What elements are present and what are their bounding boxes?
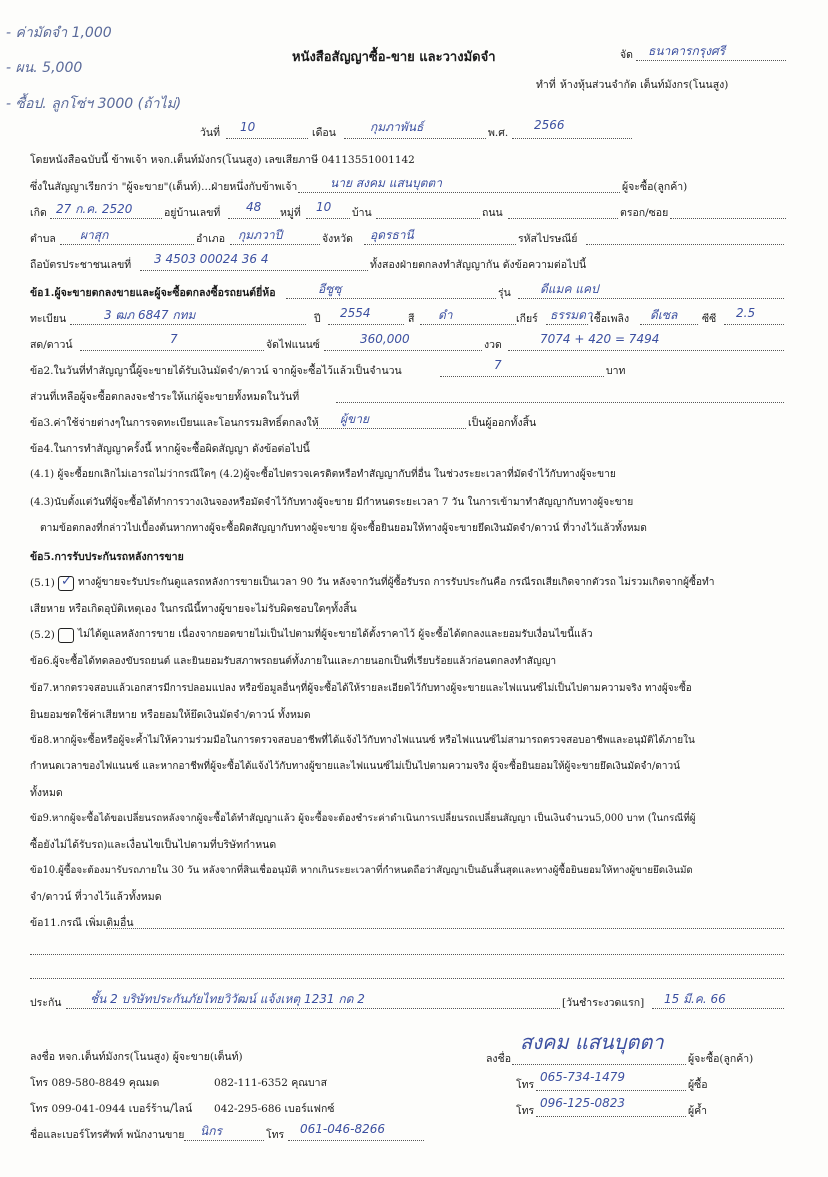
year-car-value: 2554 (340, 306, 371, 320)
clause3-end: เป็นผู้ออกทั้งสิ้น (468, 417, 537, 429)
first-payment-label: [วันชำระงวดแรก] (562, 997, 645, 1009)
clause5-2-label: (5.2) (30, 629, 55, 641)
clause4-3b: ตามข้อตกลงที่กล่าวไปเบื้องต้นหากทางผู้จะซื้อผิดสัญญากับทางผู้จะขาย ผู้จะซื้อยินยอมให้ทางผู้จะขายยึดเงินมัดจำ/ดาวน์ ที่วางไว้แล้วทั้งหมด (40, 523, 647, 534)
clause3-value: ผู้ขาย (340, 412, 370, 426)
clause5-1c: เสียหาย หรือเกิดอุบัติเหตุเอง ในกรณีนี้ทางผู้ขายจะไม่รับผิดชอบใดๆทั้งสิ้น (30, 603, 357, 615)
color-value: ดำ (438, 308, 453, 322)
installment-label: งวด (484, 339, 502, 351)
month-value: กุมภาพันธ์ (370, 120, 424, 134)
moo-label: หมู่ที่ (280, 207, 301, 219)
seller-signature: ลงชื่อ หจก.เต็นท์มังกร(โนนสูง) ผู้จะขาย(เต็นท์) (30, 1051, 243, 1063)
moo-value: 10 (316, 200, 332, 214)
clause8a: ข้อ8.หากผู้จะซื้อหรือผู้จะค้ำไม่ให้ความร่วมมือในการตรวจสอบอาชีพที่ได้แจ้งไว้กับทางไฟแนนซ์ หรือไฟแนนซ์ไม่สามารถตรวจสอบอาชีพและอนุมัติได้ภายใน (30, 735, 695, 746)
clause2: ข้อ2.ในวันที่ทำสัญญานี้ผู้จะขายได้รับเงินมัดจำ/ดาวน์ จากผู้จะซื้อไว้แล้วเป็นจำนวน (30, 365, 402, 377)
buyer-line-label: ซึ่งในสัญญาเรียกว่า "ผู้จะขาย"(เต็นท์)...ฝ่ายหนึ่งกับข้าพเจ้า (30, 181, 298, 193)
color-label: สี (408, 313, 415, 325)
day-value: 10 (240, 120, 256, 134)
down-label: สด/ดาวน์ (30, 339, 73, 351)
clause9a: ข้อ9.หากผู้จะซื้อได้ขอเปลี่ยนรถหลังจากผู้จะซื้อได้ทำสัญญาแล้ว ผู้จะซื้อจะต้องชำระค่าดำเนินการเปลี่ยนรถเปลี่ยนสัญญา เป็นเงินจำนวน5,000 บาท (ในกรณีที่ผู้ (30, 813, 696, 824)
id-label: ถือบัตรประชาชนเลขที่ (30, 259, 132, 271)
born-value: 27 ก.ค. 2520 (56, 202, 133, 216)
made-at-label: ทำที่ (536, 79, 556, 91)
clause4-1: (4.1) ผู้จะซื้อยกเลิกไม่เอารถไม่ว่ากรณีใดๆ (4.2)ผู้จะซื้อไปตรวจเครดิตหรือทำสัญญากับที่อื่น ในช่วงระยะเวลาที่มัดจำไว้กับทางผู้จะขาย (30, 469, 616, 480)
gear-label: เกียร์ (516, 313, 538, 325)
intro-text: โดยหนังสือฉบับนี้ ข้าพเจ้า หจก.เต็นท์มังกร(โนนสูง) เลขเสียภาษี 04113551001142 (30, 154, 415, 166)
month-label: เดือน (312, 127, 336, 139)
year-value: 2566 (534, 118, 565, 132)
margin-note-1: - ค่ามัดจำ 1,000 (6, 25, 112, 41)
guarantor-role: ผู้ค้ำ (688, 1105, 708, 1117)
district-value: กุมภวาปี (238, 228, 283, 242)
staff-tel-label: โทร (266, 1129, 285, 1141)
gear-value: ธรรมดา (550, 308, 593, 322)
check-mark-icon: ✓ (61, 574, 72, 589)
fuel-value: ดีเซล (650, 308, 678, 322)
id-suffix: ทั้งสองฝ่ายตกลงทำสัญญากัน ดังข้อความต่อไปนี้ (370, 259, 587, 271)
district-label: อำเภอ (196, 233, 226, 245)
clause2-unit: บาท (606, 365, 626, 377)
province-label: จังหวัด (322, 233, 353, 245)
road-label: ถนน (482, 207, 503, 219)
no-warranty-checkbox[interactable] (58, 628, 74, 643)
clause2b: ส่วนที่เหลือผู้จะซื้อตกลงจะชำระให้แก่ผู้จะขายทั้งหมดในวันที่ (30, 391, 300, 403)
document-title: หนังสือสัญญาซื้อ-ขาย และวางมัดจำ (292, 50, 496, 65)
model-value: ดีแมค แคป (540, 282, 599, 296)
year-label: พ.ศ. (488, 127, 509, 139)
postcode-label: รหัสไปรษณีย์ (518, 233, 578, 245)
fuel-label: เชื้อเพลิง (590, 313, 630, 325)
id-value: 3 4503 00024 36 4 (154, 252, 269, 266)
cc-label: ซีซี (702, 313, 717, 325)
buyer-signature: สงคม แสนบุตตา (520, 1030, 664, 1054)
made-at-value: ห้างหุ้นส่วนจำกัด เต็นท์มังกร(โนนสูง) (560, 79, 729, 91)
staff-label: ชื่อและเบอร์โทรศัพท์ พนักงานขาย (30, 1129, 185, 1141)
staff-tel: 061-046-8266 (300, 1122, 386, 1136)
clause5-1-label: (5.1) (30, 577, 55, 589)
finance-value: ธนาคารกรุงศรี (648, 44, 726, 58)
clause11: ข้อ11.กรณี เพิ่มเติมอื่น (30, 917, 134, 929)
buyer-sign-label: ลงชื่อ (486, 1053, 511, 1065)
day-label: วันที่ (200, 127, 220, 139)
installment-value: 7074 + 420 = 7494 (540, 332, 660, 346)
first-payment-value: 15 มี.ค. 66 (664, 992, 726, 1006)
guarantor-tel-label: โทร (516, 1105, 535, 1117)
model-label: รุ่น (498, 287, 511, 299)
clause2-value: 7 (494, 358, 502, 372)
buyer-tel-label: โทร (516, 1079, 535, 1091)
clause8c: ทั้งหมด (30, 787, 63, 799)
guarantor-tel: 096-125-0823 (540, 1096, 626, 1110)
phone-2b: 042-295-686 เบอร์แฟกซ์ (214, 1103, 335, 1115)
buyer-tel-role: ผู้ซื้อ (688, 1079, 708, 1091)
clause3: ข้อ3.ค่าใช้จ่ายต่างๆในการจดทะเบียนและโอนกรรมสิทธิ์ตกลงให้ (30, 417, 319, 429)
clause5-2: ไม่ได้ดูแลหลังการขาย เนื่องจากยอดขายไม่เป็นไปตามที่ผู้จะขายได้ตั้งราคาไว้ ผู้จะซื้อได้ตกลงและยอมรับเงื่อนไขนี้แล้ว (78, 629, 593, 640)
margin-note-2: - ผน. 5,000 (6, 60, 83, 76)
house-label: อยู่บ้านเลขที่ (164, 207, 221, 219)
insurance-label: ประกัน (30, 997, 62, 1009)
buyer-sign-role: ผู้จะซื้อ(ลูกค้า) (688, 1053, 754, 1065)
buyer-role: ผู้จะซื้อ(ลูกค้า) (622, 181, 688, 193)
clause4: ข้อ4.ในการทำสัญญาครั้งนี้ หากผู้จะซื้อผิดสัญญา ดังข้อต่อไปนี้ (30, 443, 310, 455)
year-car-label: ปี (314, 313, 321, 325)
clause4-3a: (4.3)นับตั้งแต่วันที่ผู้จะซื้อได้ทำการวางเงินจองหรือมัดจำไว้กับทางผู้จะขาย มีกำหนดระยะเวลา 7 วัน ในการเข้ามาทำสัญญากับทางผู้จะขาย (30, 497, 634, 508)
phone-1: โทร 089-580-8849 คุณมด (30, 1077, 160, 1089)
subdistrict-value: ผาสุก (80, 228, 109, 242)
clause7a: ข้อ7.หากตรวจสอบแล้วเอกสารมีการปลอมแปลง หรือข้อมูลอื่นๆที่ผู้จะซื้อได้ให้รายละเอียดไว้กับทางผู้จะขายและไฟแนนซ์ไม่เป็นไปตามความจริง ทางผู้จะซื้อ (30, 683, 692, 694)
soi-label: ตรอก/ซอย (620, 207, 669, 219)
clause7b: ยินยอมชดใช้ค่าเสียหาย หรือยอมให้ยึดเงินมัดจำ/ดาวน์ ทั้งหมด (30, 709, 311, 721)
insurance-value: ชั้น 2 บริษัทประกันภัยไทยวิวัฒน์ แจ้งเหตุ 1231 กด 2 (90, 992, 365, 1006)
clause1-label: ข้อ1.ผู้จะขายตกลงขายและผู้จะซื้อตกลงซื้อรถยนต์ยี่ห้อ (30, 287, 276, 299)
finance-amount-value: 360,000 (360, 332, 410, 346)
cc-value: 2.5 (736, 306, 756, 320)
clause8b: กำหนดเวลาของไฟแนนซ์ และหากอาชีพที่ผู้จะซื้อได้แจ้งไว้กับทางผู้ขายและไฟแนนซ์ไม่เป็นไปตามความจริง ผู้จะซื้อยินยอมให้ผู้จะขายยึดเงินมัดจำ/ดาวน์ (30, 761, 680, 772)
reg-label: ทะเบียน (30, 313, 67, 325)
house-value: 48 (246, 200, 262, 214)
village-label: บ้าน (352, 207, 372, 219)
margin-note-3: - ซื้อป. ลูกโซ่ฯ 3000 (ถ้าไม่) (6, 96, 182, 112)
clause5: ข้อ5.การรับประกันรถหลังการขาย (30, 551, 184, 563)
clause5-1: ทางผู้ขายจะรับประกันดูแลรถหลังการขายเป็นเวลา 90 วัน หลังจากวันที่ผู้ซื้อรับรถ การรับประกันคือ กรณีรถเสียเกิดจากตัวรถ ไม่รวมเกิดจากผู้ซื้อทำ (78, 577, 715, 588)
clause10b: จำ/ดาวน์ ที่วางไว้แล้วทั้งหมด (30, 891, 162, 903)
finance-amount-label: จัดไฟแนนซ์ (266, 339, 320, 351)
warranty-checkbox-checked[interactable] (58, 576, 74, 591)
finance-label: จัด (620, 49, 633, 61)
reg-value: 3 ฒภ 6847 กทม (104, 308, 196, 322)
brand-value: อีซูซุ (318, 282, 342, 296)
born-label: เกิด (30, 207, 47, 219)
province-value: อุดรธานี (370, 228, 414, 242)
buyer-tel: 065-734-1479 (540, 1070, 626, 1084)
clause10a: ข้อ10.ผู้ซื้อจะต้องมารับรถภายใน 30 วัน หลังจากที่สินเชื่ออนุมัติ หากเกินระยะเวลาที่กำหนดถือว่าสัญญาเป็นอันสิ้นสุดและทางผู้ซื้อยินยอมให้ทางผู้ขายยึดเงินมัด (30, 865, 693, 876)
subdistrict-label: ตำบล (30, 233, 56, 245)
clause9b: ซื้อยังไม่ได้รับรถ)และเงื่อนไขเป็นไปตามที่บริษัทกำหนด (30, 839, 277, 851)
clause6: ข้อ6.ผู้จะซื้อได้ทดลองขับรถยนต์ และยินยอมรับสภาพรถยนต์ทั้งภายในและภายนอกเป็นที่เรียบร้อยแล้วก่อนตกลงทำสัญญา (30, 656, 557, 667)
buyer-name: นาย สงคม แสนบุตตา (330, 176, 442, 190)
staff-name: นิกร (200, 1124, 222, 1138)
down-value: 7 (170, 332, 178, 346)
phone-1b: 082-111-6352 คุณบาส (214, 1077, 327, 1089)
phone-2: โทร 099-041-0944 เบอร์ร้าน/ไลน์ (30, 1103, 193, 1115)
